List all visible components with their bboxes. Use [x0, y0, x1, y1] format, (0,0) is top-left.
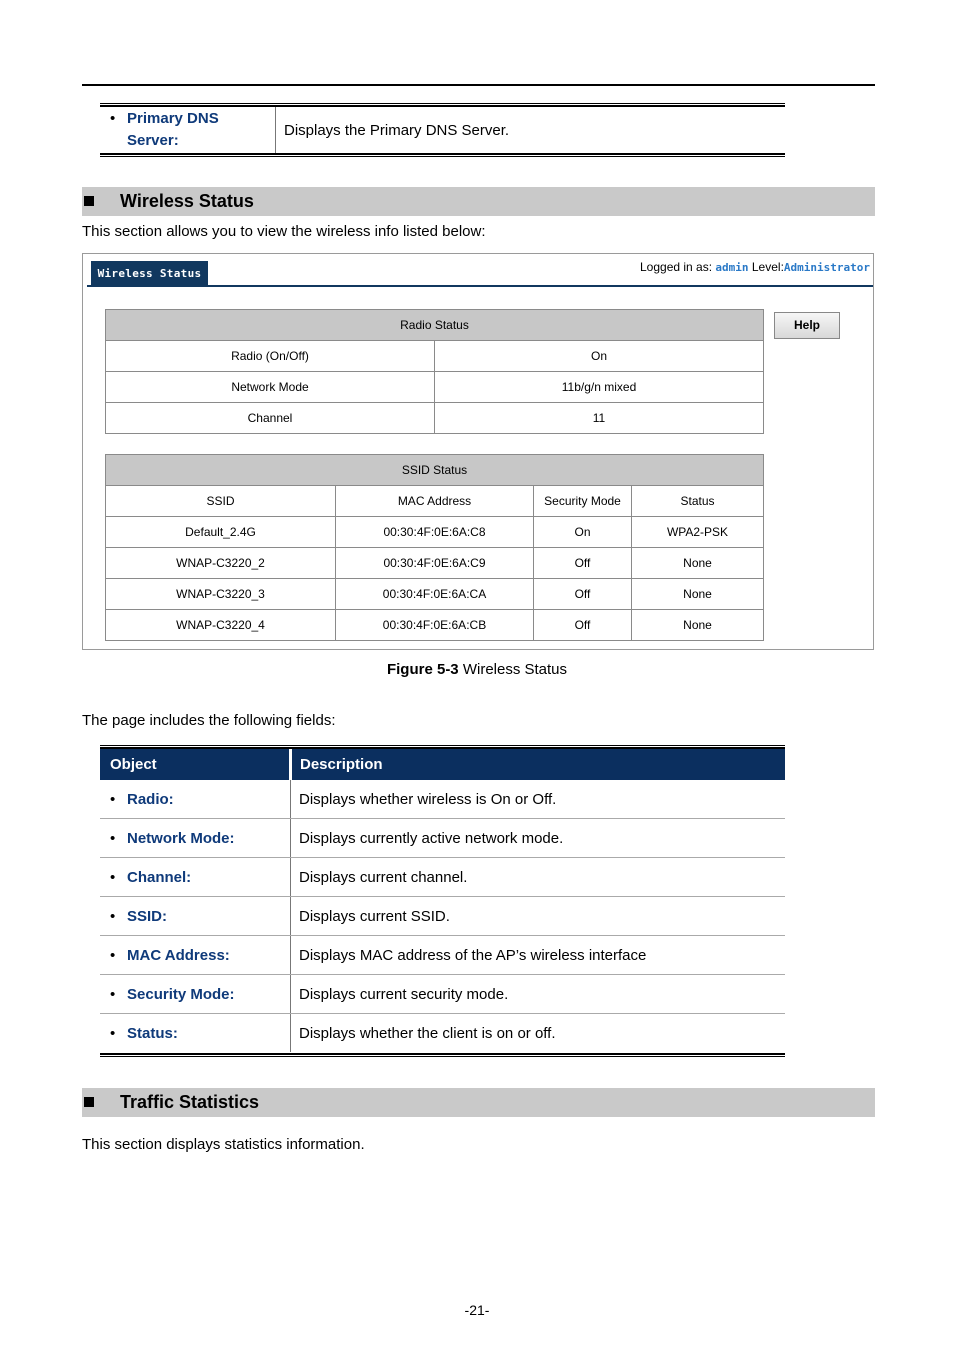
- top-table-object: • Primary DNS Server:: [100, 107, 276, 153]
- header-description: Description: [300, 756, 383, 773]
- network-mode-label: Network Mode: [106, 372, 435, 403]
- table-row: [100, 780, 785, 819]
- object-cell: • Channel:: [100, 858, 291, 897]
- ssid-status-table: [105, 454, 764, 641]
- table-row: [106, 517, 764, 548]
- mac-cell: 00:30:4F:0E:6A:C8: [336, 517, 534, 548]
- login-info: [640, 260, 870, 274]
- table-row: [100, 858, 785, 897]
- security-cell: Off: [534, 579, 632, 610]
- section-intro: This section allows you to view the wireless info listed below:: [82, 223, 486, 240]
- square-bullet-icon: [84, 196, 94, 206]
- object-cell: • Security Mode:: [100, 975, 291, 1014]
- fields-table: [100, 749, 785, 1052]
- description-cell: Displays current channel.: [291, 858, 786, 897]
- top-table-rule-bottom: [100, 153, 785, 157]
- description-cell: Displays MAC address of the AP’s wireless interface: [291, 936, 786, 975]
- user-name: admin: [715, 261, 749, 274]
- mac-cell: 00:30:4F:0E:6A:C9: [336, 548, 534, 579]
- object-cell: • Status:: [100, 1014, 291, 1053]
- status-cell: WPA2-PSK: [632, 517, 764, 548]
- description-cell: Displays currently active network mode.: [291, 819, 786, 858]
- column-header: Status: [632, 486, 764, 517]
- figure-caption: [0, 661, 954, 678]
- section-title: Traffic Statistics: [120, 1092, 260, 1112]
- ssid-cell: WNAP-C3220_4: [106, 610, 336, 641]
- section-header-wireless-status: [82, 187, 875, 216]
- header-object: Object: [100, 749, 291, 780]
- description-cell: Displays whether the client is on or off.: [299, 1024, 556, 1042]
- level-label: Level:: [751, 260, 784, 274]
- radio-label: Radio (On/Off): [106, 341, 435, 372]
- status-cell: None: [632, 579, 764, 610]
- column-header: SSID: [106, 486, 336, 517]
- column-header: Security Mode: [534, 486, 632, 517]
- fields-intro: The page includes the following fields:: [82, 712, 336, 729]
- channel-value: 11: [435, 403, 764, 434]
- tab-wireless-status[interactable]: Wireless Status: [91, 261, 208, 286]
- header-rule: [82, 84, 875, 86]
- radio-value: On: [435, 341, 764, 372]
- security-cell: On: [534, 517, 632, 548]
- description-cell: Displays current security mode.: [291, 975, 786, 1014]
- table-row: [100, 936, 785, 975]
- object-cell: • Network Mode:: [100, 819, 291, 858]
- object-cell: • MAC Address:: [100, 936, 291, 975]
- status-cell: None: [632, 610, 764, 641]
- table-row: [106, 341, 764, 372]
- radio-status-table: [105, 309, 764, 434]
- figure-text: Wireless Status: [462, 661, 568, 678]
- figure-label: Figure 5-3: [386, 661, 459, 678]
- security-cell: Off: [534, 548, 632, 579]
- ssid-cell: WNAP-C3220_2: [106, 548, 336, 579]
- radio-status-title: Radio Status: [106, 310, 764, 341]
- table-row: [100, 897, 785, 936]
- section-intro: This section displays statistics information.: [82, 1136, 365, 1153]
- table-row: [106, 610, 764, 641]
- mac-cell: 00:30:4F:0E:6A:CA: [336, 579, 534, 610]
- page-number: -21-: [464, 1302, 490, 1318]
- description-cell: Displays whether wireless is On or Off.: [291, 780, 786, 819]
- ssid-cell: WNAP-C3220_3: [106, 579, 336, 610]
- column-header: MAC Address: [336, 486, 534, 517]
- fields-header-row: [100, 749, 785, 780]
- tab-underline: [87, 285, 873, 287]
- table-row: [106, 403, 764, 434]
- section-title: Wireless Status: [120, 191, 254, 211]
- top-table: [100, 107, 785, 153]
- security-cell: Off: [534, 610, 632, 641]
- mac-cell: 00:30:4F:0E:6A:CB: [336, 610, 534, 641]
- status-cell: None: [632, 548, 764, 579]
- help-button[interactable]: Help: [774, 312, 840, 339]
- level-value: Administrator: [783, 261, 870, 274]
- table-row: [106, 579, 764, 610]
- table-row: [106, 548, 764, 579]
- top-table-description: Displays the Primary DNS Server.: [284, 121, 510, 139]
- logged-in-label: Logged in as:: [640, 260, 713, 274]
- table-row: [106, 372, 764, 403]
- fields-table-rule-bottom: [100, 1053, 785, 1057]
- ssid-cell: Default_2.4G: [106, 517, 336, 548]
- section-header-traffic-statistics: [82, 1088, 875, 1117]
- table-row: [100, 975, 785, 1014]
- network-mode-value: 11b/g/n mixed: [435, 372, 764, 403]
- table-header-row: [106, 486, 764, 517]
- description-cell: Displays current SSID.: [291, 897, 786, 936]
- wireless-status-screenshot: [82, 253, 874, 650]
- object-cell: • Radio:: [100, 780, 291, 819]
- ssid-status-title: SSID Status: [106, 455, 764, 486]
- object-cell: • SSID:: [100, 897, 291, 936]
- table-row: [100, 819, 785, 858]
- channel-label: Channel: [106, 403, 435, 434]
- table-row: [100, 1014, 785, 1053]
- square-bullet-icon: [84, 1097, 94, 1107]
